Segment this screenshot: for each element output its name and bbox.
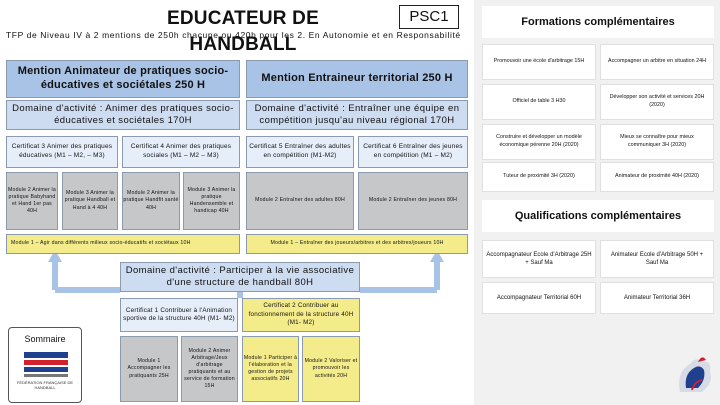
qualification-item-text: Animateur Territorial 36H (623, 294, 691, 301)
qualification-item (600, 282, 714, 314)
mention-entraineur-title (246, 60, 468, 98)
formation-item (482, 84, 596, 120)
domain-entrainer-text: Domaine d'activité : Entraîner une équipe en compétition jusqu'au niveau régional 170H (254, 102, 460, 126)
certificat-3 (6, 136, 118, 168)
ffhb-logo-text: FÉDÉRATION FRANÇAISE DE HANDBALL (16, 380, 74, 391)
certificat-5 (246, 136, 354, 168)
qualification-item-text: Accompagnateur Territorial 60H (496, 294, 582, 301)
module-1-entrainer (246, 234, 468, 254)
module-projets-associatifs-text: Module 1 Participer à l'élaboration et la gestion de projets associatifs 20H (243, 354, 298, 383)
formation-item (600, 44, 714, 80)
psc1-badge: PSC1 (399, 5, 459, 29)
sommaire-label: Sommaire (24, 334, 66, 344)
formation-item-text: Mieux se connaître pour mieux communiquer 3H (2020) (620, 134, 694, 148)
certificat-4 (122, 136, 240, 168)
formation-item (600, 124, 714, 160)
certificat-2 (242, 298, 360, 332)
certificat-6 (358, 136, 468, 168)
module-animer-arbitrage (181, 336, 238, 402)
domain-vie-associative (120, 262, 360, 292)
module-babyhand (6, 172, 58, 230)
module-animer-arbitrage-text: Module 2 Animer Arbitrage/Jeux d'arbitrage pratiquants et au service de formation 15H (184, 347, 235, 390)
module-entrainer-adultes (246, 172, 354, 230)
module-entrainer-jeunes-text: Module 2 Entraîner des jeunes 80H (368, 197, 458, 204)
module-valoriser-activites-text: Module 2 Valoriser et promouvoir les activités 20H (304, 358, 358, 379)
module-entrainer-jeunes (358, 172, 468, 230)
module-handensemble (183, 172, 240, 230)
module-handensemble-text: Module 3 Animer la pratique Handensemble et handicap 40H (187, 186, 236, 215)
certificat-1 (120, 298, 238, 332)
certificat-2-text: Certificat 2 Contribuer au fonctionnement de la structure 40H (M1- M2) (248, 302, 354, 327)
page-title: EDUCATEUR DE HANDBALL (167, 8, 319, 55)
qualification-item-text: Animateur Ecole d'Arbitrage 50H + Sauf Ma (610, 251, 704, 266)
domain-entrainer (246, 100, 468, 130)
module-accompagner-pratiquants-text: Module 1 Accompagner les pratiquants 25H (127, 358, 171, 379)
qualification-item (600, 240, 714, 278)
domain-animer (6, 100, 240, 130)
certificat-4-text: Certificat 4 Animer des pratiques sociales (M1 – M2 – M3) (130, 143, 232, 159)
module-handfit (122, 172, 180, 230)
formation-item-text: Accompagner un arbitre en situation 24H (608, 58, 706, 65)
formations-title: Formations complémentaires (482, 6, 714, 38)
formation-item (600, 162, 714, 192)
module-projets-associatifs (242, 336, 299, 402)
qualification-item (482, 240, 596, 278)
module-1-entrainer-text: Module 1 – Entraîner des joueurs/arbitres et des arbitres/joueurs 10H (270, 240, 444, 247)
formation-item (482, 162, 596, 192)
formation-item-text: Promouvoir une école d'arbitrage 15H (493, 58, 585, 65)
certificat-6-text: Certificat 6 Entraîner des jeunes en compétition (M1 – M2) (363, 143, 463, 159)
module-accompagner-pratiquants (120, 336, 178, 402)
certificat-3-text: Certificat 3 Animer des pratiques éducatives (M1 – M2, – M3) (11, 143, 113, 159)
certificat-5-text: Certificat 5 Entraîner des adultes en compétition (M1-M2) (249, 143, 351, 159)
qualifications-title: Qualifications complémentaires (482, 200, 714, 232)
rooster-logo-icon (672, 352, 716, 400)
formation-item-text: Développer son activité et services 20H (2020) (609, 94, 705, 108)
module-handball-hand4 (62, 172, 118, 230)
qualification-item (482, 282, 596, 314)
mention-animateur-title-text: Mention Animateur de pratiques socio-éducatives et sociétales 250 H (17, 65, 229, 91)
formation-item-text: Tuteur de proximité 3H (2020) (503, 173, 575, 180)
module-valoriser-activites (302, 336, 360, 402)
domain-animer-text: Domaine d'activité : Animer des pratiques socio-éducatives et sociétales 170H (12, 102, 234, 126)
mention-animateur-title (6, 60, 240, 98)
formation-item-text: Animateur de proximité 40H (2020) (615, 173, 699, 180)
module-1-agir (6, 234, 240, 254)
formation-item-text: Construire et développer un modèle économique pérenne 20H (2020) (496, 134, 582, 148)
mention-entraineur-title-text: Mention Entraineur territorial 250 H (261, 72, 453, 85)
module-1-agir-text: Module 1 – Agir dans différents milieux socio-éducatifs et sociétaux 10H (11, 240, 191, 247)
sommaire-button[interactable] (8, 327, 82, 403)
page-subtitle: TFP de Niveau IV à 2 mentions de 250h chacune ou 420h pour les 2. En Autonomie et en Responsabilité (6, 30, 461, 40)
certificat-1-text: Certificat 1 Contribuer à l'Animation sportive de la structure 40H (M1- M2) (123, 306, 235, 322)
formation-item (482, 124, 596, 160)
domain-vie-associative-text: Domaine d'activité : Participer à la vie associative d'une structure de handball 80H (125, 264, 355, 288)
module-handball-hand4-text: Module 3 Animer la pratique Handball et Hand à 4 40H (64, 190, 116, 211)
formation-item (600, 84, 714, 120)
module-handfit-text: Module 2 Animer la pratique Handfit santé 40H (123, 190, 179, 211)
formation-item-text: Officiel de table 3 H30 (512, 98, 566, 105)
formation-item (482, 44, 596, 80)
module-babyhand-text: Module 2 Animer la pratique Babyhand et Hand 1er pas 40H (7, 186, 56, 215)
qualification-item-text: Accompagnateur Ecole d'Arbitrage 25H + Sauf Ma (486, 251, 592, 266)
module-entrainer-adultes-text: Module 2 Entraîner des adultes 80H (255, 197, 345, 204)
